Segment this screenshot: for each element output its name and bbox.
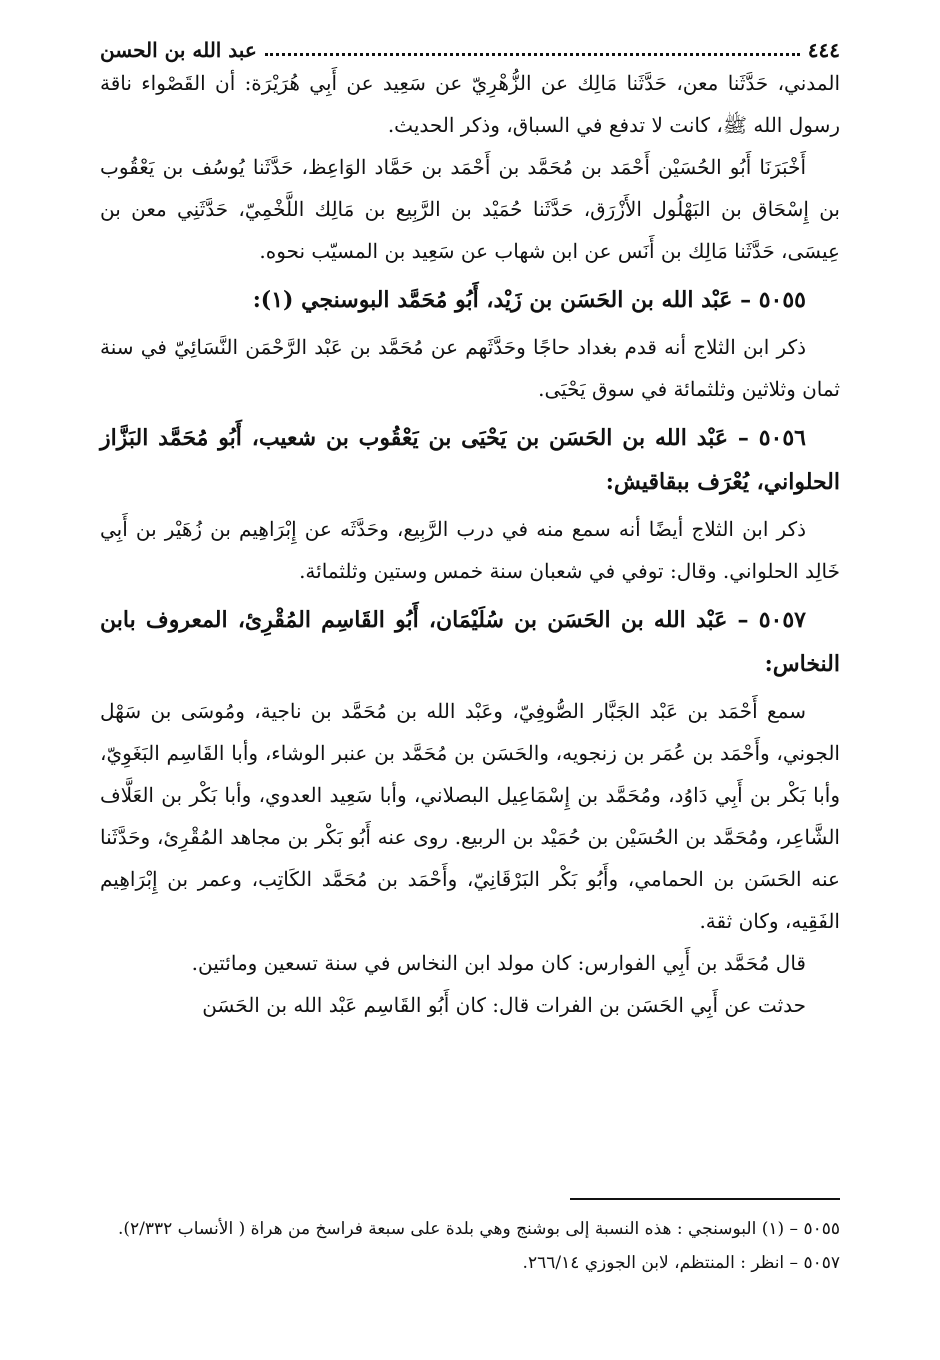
running-title: عبد الله بن الحسن	[100, 38, 257, 62]
paragraph-birth-note: قال مُحَمَّد بن أَبِي الفوارس: كان مولد ابن النخاس في سنة تسعين ومائتين.	[191, 951, 806, 975]
entry-heading-5057: ٥٠٥٧ – عَبْد الله بن الحَسَن بن سُلَيْمَان، أَبُو القَاسِم المُقْرِئ، المعروف بابن النخاس:	[100, 607, 840, 677]
header-leader-dots	[265, 53, 800, 56]
entry-text-5057: سمع أَحْمَد بن عَبْد الجَبَّار الصُّوفِيّ، وعَبْد الله بن مُحَمَّد بن ناجية، ومُوسَى بن سَهْل الجوني، وأَحْمَد بن عُمَر بن زنجويه، والحَسَن بن مُحَمَّد بن عنبر الوشاء، وأبا القَاسِم البَغَوِيّ، وأبا بَكْر بن أَبِي دَاوُد، ومُحَمَّد بن إِسْمَاعِيل البصلاني، وأبا سَعِيد العدوي، وأبا بَكْر بن العَلَّاف الشَّاعِر، ومُحَمَّد بن الحُسَيْن بن حُمَيْد بن الربيع. روى عنه أَبُو بَكْر بن مجاهد المُقْرِئ، وحَدَّثَنا عنه الحَسَن بن الحمامي، وأَبُو بَكْر البَرْقَانِيّ، وأَحْمَد بن مُحَمَّد الكَاتِب، وعمر بن إِبْرَاهِيم الفَقِيه، وكان ثقة.	[100, 699, 840, 933]
paragraph-isnad: أَخْبَرَنَا أَبُو الحُسَيْن أَحْمَد بن مُحَمَّد بن أَحْمَد بن حَمَّاد الوَاعِظ، حَدَّثَنا يُوسُف بن يَعْقُوب بن إِسْحَاق بن البَهْلُول الأَزْرَق، حَدَّثَنا حُمَيْد بن الرَّبِيع بن مَالِك اللَّخْمِيّ، حَدَّثَنِي معن بن عِيسَى، حَدَّثَنا مَالِك بن أَنَس عن ابن شهاب عن سَعِيد بن المسيّب نحوه.	[100, 155, 840, 263]
paragraph-hadith-continuation: حدثت عن أَبِي الحَسَن بن الفرات قال: كان أَبُو القَاسِم عَبْد الله بن الحَسَن	[202, 993, 806, 1017]
footnote-rule	[570, 1198, 840, 1200]
footnote-5055: ٥٠٥٥ – (١) البوسنجي : هذه النسبة إلى بوشنج وهي بلدة على سبعة فراسخ من هراة ( الأنساب ٢/٣٣٢).	[117, 1219, 840, 1239]
entry-heading-5056: ٥٠٥٦ – عَبْد الله بن الحَسَن بن يَحْيَى بن يَعْقُوب بن شعيب، أَبُو مُحَمَّد البَزَّاز الحلواني، يُعْرَف ببقاقيش:	[100, 425, 840, 495]
page-body	[100, 28, 840, 1026]
entry-heading-5055: ٥٠٥٥ – عَبْد الله بن الحَسَن بن زَيْد، أَبُو مُحَمَّد البوسنجي (١):	[252, 287, 806, 313]
entry-text-5056: ذكر ابن الثلاج أيضًا أنه سمع منه في درب الرَّبِيع، وحَدَّثَه عن إِبْرَاهِيم بن زُهَيْر بن أَبِي خَالِد الحلواني. وقال: توفي في شعبان سنة خمس وستين وثلثمائة.	[100, 517, 840, 583]
paragraph-continuation: المدني، حَدَّثَنا معن، حَدَّثَنا مَالِك عن الزُّهْرِيّ عن سَعِيد عن أَبِي هُرَيْرَة: أن القَصْواء ناقة رسول الله ﷺ، كانت لا تدفع في السباق، وذكر الحديث.	[100, 71, 840, 137]
page-number: ٤٤٤	[807, 38, 840, 62]
footnote-separator	[100, 1198, 840, 1200]
running-header	[100, 28, 840, 62]
footnotes	[100, 1212, 840, 1280]
entry-text-5055: ذكر ابن الثلاج أنه قدم بغداد حاجًا وحَدَّثَهم عن مُحَمَّد بن عَبْد الرَّحْمَن النَّسَائِيّ في سنة ثمان وثلاثين وثلثمائة في سوق يَحْيَى.	[100, 335, 840, 401]
footnote-5057: ٥٠٥٧ – انظر : المنتظم، لابن الجوزي ٢٦٦/١٤.	[522, 1253, 840, 1273]
